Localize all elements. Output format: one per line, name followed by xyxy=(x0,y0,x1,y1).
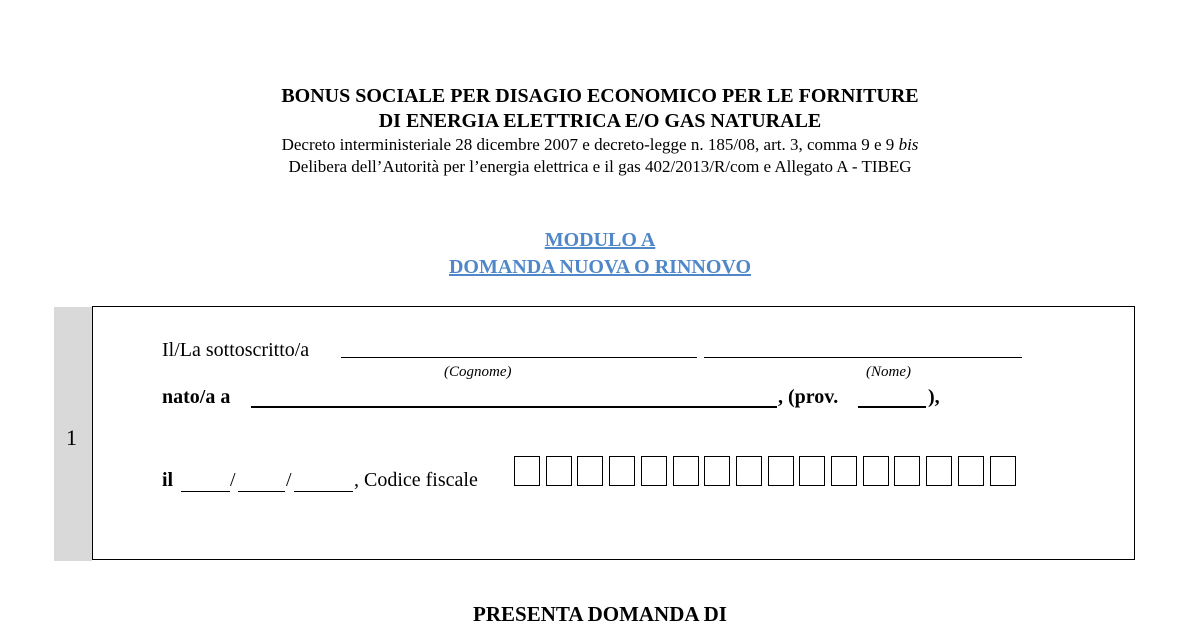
province-field[interactable] xyxy=(858,386,926,408)
fiscal-code-box[interactable] xyxy=(673,456,699,486)
fiscal-code-box[interactable] xyxy=(926,456,952,486)
birthplace-label: nato/a a xyxy=(162,386,231,408)
fiscal-code-box[interactable] xyxy=(990,456,1016,486)
fiscal-code-label: , Codice fiscale xyxy=(354,469,478,491)
birthplace-field[interactable] xyxy=(251,386,777,408)
name-caption: (Nome) xyxy=(866,364,911,380)
surname-field[interactable] xyxy=(341,336,697,358)
fiscal-code-box[interactable] xyxy=(577,456,603,486)
module-name-link[interactable]: MODULO A xyxy=(544,229,656,251)
birth-day-field[interactable] xyxy=(181,470,230,492)
fiscal-code-box[interactable] xyxy=(609,456,635,486)
fiscal-code-box[interactable] xyxy=(799,456,825,486)
fiscal-code-box[interactable] xyxy=(736,456,762,486)
fiscal-code-box[interactable] xyxy=(958,456,984,486)
document-title-line1: BONUS SOCIALE PER DISAGIO ECONOMICO PER LE FORNITURE xyxy=(281,85,919,107)
decree-reference xyxy=(0,134,1200,155)
section-number: 1 xyxy=(66,425,77,450)
fiscal-code-box[interactable] xyxy=(768,456,794,486)
birth-month-field[interactable] xyxy=(238,470,285,492)
name-field[interactable] xyxy=(704,336,1022,358)
fiscal-code-box[interactable] xyxy=(863,456,889,486)
deliberation-reference: Delibera dell’Autorità per l’energia elettrica e il gas 402/2013/R/com e Allegato A - TIBEG xyxy=(288,157,912,176)
section-number-bar xyxy=(54,307,92,561)
date-separator-2: / xyxy=(286,469,292,491)
fiscal-code-box[interactable] xyxy=(514,456,540,486)
province-label: , (prov. xyxy=(778,386,839,408)
birth-year-field[interactable] xyxy=(294,470,353,492)
document-title-line2: DI ENERGIA ELETTRICA E/O GAS NATURALE xyxy=(378,110,822,132)
birthdate-label: il xyxy=(162,469,174,491)
request-heading: PRESENTA DOMANDA DI xyxy=(473,602,727,626)
surname-caption: (Cognome) xyxy=(444,364,512,380)
module-subtitle xyxy=(0,254,1200,280)
decree-text: Decreto interministeriale 28 dicembre 2007 e decreto-legge n. 185/08, art. 3, comma 9 e 9 xyxy=(281,135,899,154)
module-subtitle-link[interactable]: DOMANDA NUOVA O RINNOVO xyxy=(448,256,752,278)
fiscal-code-box[interactable] xyxy=(546,456,572,486)
module-heading xyxy=(0,227,1200,253)
fiscal-code-box[interactable] xyxy=(894,456,920,486)
fiscal-code-box[interactable] xyxy=(641,456,667,486)
fiscal-code-box[interactable] xyxy=(831,456,857,486)
province-close: ), xyxy=(928,386,940,408)
date-separator-1: / xyxy=(230,469,236,491)
undersigned-label: Il/La sottoscritto/a xyxy=(162,339,310,361)
fiscal-code-box[interactable] xyxy=(704,456,730,486)
decree-bis: bis xyxy=(898,135,919,154)
